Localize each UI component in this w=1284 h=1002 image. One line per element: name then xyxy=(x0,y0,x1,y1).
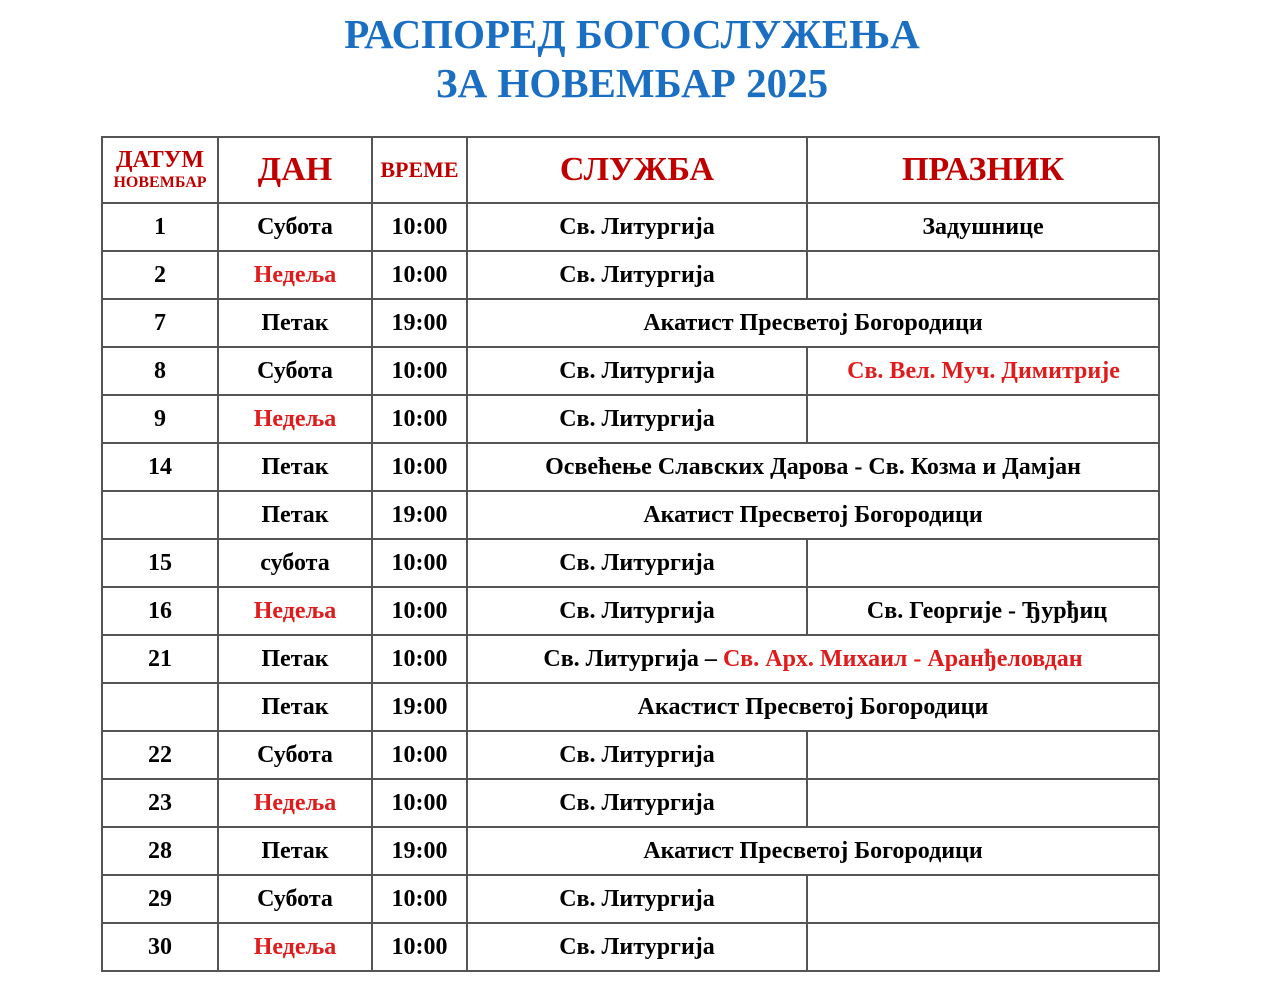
cell-feast: Задушнице xyxy=(807,203,1159,251)
cell-service: Св. Литургија xyxy=(467,347,807,395)
cell-feast xyxy=(807,779,1159,827)
cell-day: Недеља xyxy=(218,395,372,443)
cell-service: Св. Литургија xyxy=(467,539,807,587)
cell-time: 10:00 xyxy=(372,443,467,491)
cell-time: 10:00 xyxy=(372,875,467,923)
cell-time: 19:00 xyxy=(372,827,467,875)
cell-service: Св. Литургија xyxy=(467,395,807,443)
cell-date: 15 xyxy=(102,539,218,587)
table-row xyxy=(102,203,1159,251)
cell-service xyxy=(467,443,1159,491)
cell-day: Петак xyxy=(218,491,372,539)
cell-feast xyxy=(807,539,1159,587)
service-text: Акастист Пресветој Богородици xyxy=(637,693,989,720)
cell-service: Св. Литургија xyxy=(467,731,807,779)
table-row xyxy=(102,923,1159,971)
cell-time: 10:00 xyxy=(372,203,467,251)
cell-date: 1 xyxy=(102,203,218,251)
cell-date: 16 xyxy=(102,587,218,635)
cell-service xyxy=(467,683,1159,731)
table-row xyxy=(102,779,1159,827)
cell-feast xyxy=(807,731,1159,779)
cell-time: 10:00 xyxy=(372,779,467,827)
table-row xyxy=(102,875,1159,923)
cell-service: Св. Литургија xyxy=(467,779,807,827)
cell-feast xyxy=(807,395,1159,443)
cell-feast: Св. Вел. Муч. Димитрије xyxy=(807,347,1159,395)
cell-day: Субота xyxy=(218,731,372,779)
cell-day: субота xyxy=(218,539,372,587)
table-row xyxy=(102,299,1159,347)
cell-time: 19:00 xyxy=(372,299,467,347)
cell-service: Св. Литургија xyxy=(467,203,807,251)
cell-time: 10:00 xyxy=(372,539,467,587)
table-row xyxy=(102,731,1159,779)
cell-day: Субота xyxy=(218,875,372,923)
header-service: СЛУЖБА xyxy=(467,137,807,203)
table-row xyxy=(102,491,1159,539)
schedule-rows xyxy=(102,203,1159,971)
cell-day: Недеља xyxy=(218,251,372,299)
header-date-sublabel: НОВЕМБАР xyxy=(113,174,207,191)
table-row xyxy=(102,251,1159,299)
cell-day: Петак xyxy=(218,635,372,683)
service-text: Освећење Славских Дарова - Св. Козма и Дамјан xyxy=(545,453,1081,480)
cell-date: 22 xyxy=(102,731,218,779)
table-row xyxy=(102,827,1159,875)
page-title: РАСПОРЕД БОГОСЛУЖЕЊА xyxy=(344,11,920,57)
cell-time: 19:00 xyxy=(372,683,467,731)
cell-date: 28 xyxy=(102,827,218,875)
cell-service xyxy=(467,299,1159,347)
cell-day: Петак xyxy=(218,827,372,875)
service-text: Акатист Пресветој Богородици xyxy=(643,837,983,864)
cell-feast xyxy=(807,875,1159,923)
service-text: Св. Литургија – xyxy=(543,645,717,672)
table-row xyxy=(102,443,1159,491)
cell-day: Недеља xyxy=(218,923,372,971)
cell-date: 14 xyxy=(102,443,218,491)
cell-date xyxy=(102,491,218,539)
header-time: ВРЕМЕ xyxy=(372,137,467,203)
cell-time: 19:00 xyxy=(372,491,467,539)
table-row xyxy=(102,635,1159,683)
cell-service xyxy=(467,635,1159,683)
cell-day: Недеља xyxy=(218,779,372,827)
cell-day: Петак xyxy=(218,299,372,347)
cell-feast xyxy=(807,251,1159,299)
cell-service: Св. Литургија xyxy=(467,251,807,299)
cell-day: Петак xyxy=(218,443,372,491)
cell-service: Св. Литургија xyxy=(467,587,807,635)
cell-time: 10:00 xyxy=(372,635,467,683)
cell-time: 10:00 xyxy=(372,587,467,635)
page-subtitle: ЗА НОВЕМБАР 2025 xyxy=(435,60,829,106)
service-feast-text: Св. Арх. Михаил - Аранђеловдан xyxy=(716,645,1083,672)
cell-service: Св. Литургија xyxy=(467,875,807,923)
cell-service: Св. Литургија xyxy=(467,923,807,971)
cell-day: Субота xyxy=(218,347,372,395)
cell-time: 10:00 xyxy=(372,395,467,443)
cell-date: 9 xyxy=(102,395,218,443)
table-row xyxy=(102,347,1159,395)
header-date xyxy=(102,137,218,203)
cell-date: 23 xyxy=(102,779,218,827)
service-text: Акатист Пресветој Богородици xyxy=(643,501,983,528)
service-text: Акатист Пресветој Богородици xyxy=(643,309,983,336)
cell-time: 10:00 xyxy=(372,347,467,395)
header-feast: ПРАЗНИК xyxy=(807,137,1159,203)
cell-date: 8 xyxy=(102,347,218,395)
schedule-table xyxy=(101,136,1160,972)
cell-date: 7 xyxy=(102,299,218,347)
cell-date: 2 xyxy=(102,251,218,299)
cell-service xyxy=(467,491,1159,539)
cell-date xyxy=(102,683,218,731)
table-row xyxy=(102,683,1159,731)
table-row xyxy=(102,539,1159,587)
table-row xyxy=(102,395,1159,443)
cell-day: Петак xyxy=(218,683,372,731)
cell-date: 21 xyxy=(102,635,218,683)
cell-day: Недеља xyxy=(218,587,372,635)
cell-feast: Св. Георгије - Ђурђиц xyxy=(807,587,1159,635)
cell-feast xyxy=(807,923,1159,971)
header-date-label: ДАТУМ xyxy=(115,147,204,173)
table-header-row xyxy=(102,137,1159,203)
cell-day: Субота xyxy=(218,203,372,251)
cell-date: 29 xyxy=(102,875,218,923)
cell-time: 10:00 xyxy=(372,251,467,299)
cell-service xyxy=(467,827,1159,875)
cell-time: 10:00 xyxy=(372,731,467,779)
table-row xyxy=(102,587,1159,635)
cell-time: 10:00 xyxy=(372,923,467,971)
cell-date: 30 xyxy=(102,923,218,971)
header-day: ДАН xyxy=(218,137,372,203)
